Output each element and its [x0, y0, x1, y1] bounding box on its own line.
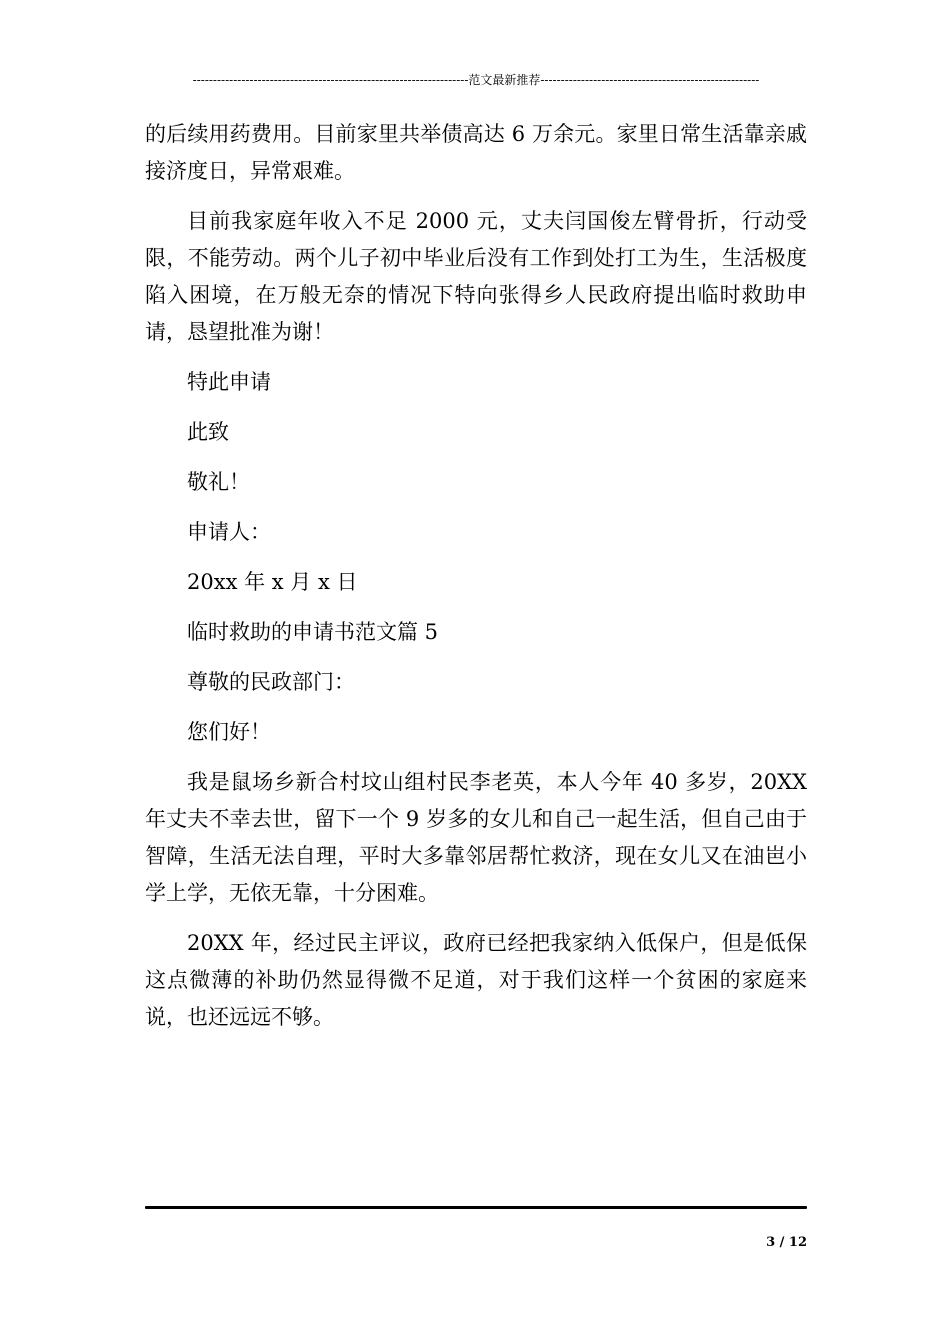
greeting: 您们好！ — [187, 720, 271, 744]
closing-line: 敬礼！ — [187, 470, 250, 494]
paragraph: 20XX 年，经过民主评议，政府已经把我家纳入低保户，但是低保这点微薄的补助仍然显得微不足道，对于我们这样一个贫困的家庭来说，也还远远不够。 — [145, 931, 807, 1029]
applicant-line: 申请人： — [187, 520, 271, 544]
salutation: 尊敬的民政部门： — [187, 670, 355, 694]
section-title: 临时救助的申请书范文篇 5 — [187, 620, 439, 644]
closing-line: 此致 — [187, 420, 229, 444]
date-line: 20xx 年 x 月 x 日 — [187, 570, 358, 594]
document-body — [145, 116, 807, 1049]
paragraph: 目前我家庭年收入不足 2000 元，丈夫闫国俊左臂骨折，行动受限，不能劳动。两个儿子初中毕业后没有工作到处打工为生，生活极度陷入困境，在万般无奈的情况下特向张得乡人民政府提出临时救助申请，恳望批准为谢！ — [145, 209, 807, 344]
page-header: --------------------------------------------------------------------范文最新推荐------------------------------------------------------ — [192, 73, 760, 87]
paragraph: 我是鼠场乡新合村坟山组村民李老英，本人今年 40 多岁，20XX 年丈夫不幸去世，留下一个 9 岁多的女儿和自己一起生活，但自己由于智障，生活无法自理，平时大多靠邻居帮忙救济，现在女儿又在油岜小学上学，无依无靠，十分困难。 — [145, 770, 807, 905]
footer-divider — [145, 1206, 807, 1209]
closing-line: 特此申请 — [187, 370, 271, 394]
page-number: 3 / 12 — [766, 1235, 807, 1250]
paragraph: 的后续用药费用。目前家里共举债高达 6 万余元。家里日常生活靠亲戚接济度日，异常艰难。 — [145, 122, 807, 183]
